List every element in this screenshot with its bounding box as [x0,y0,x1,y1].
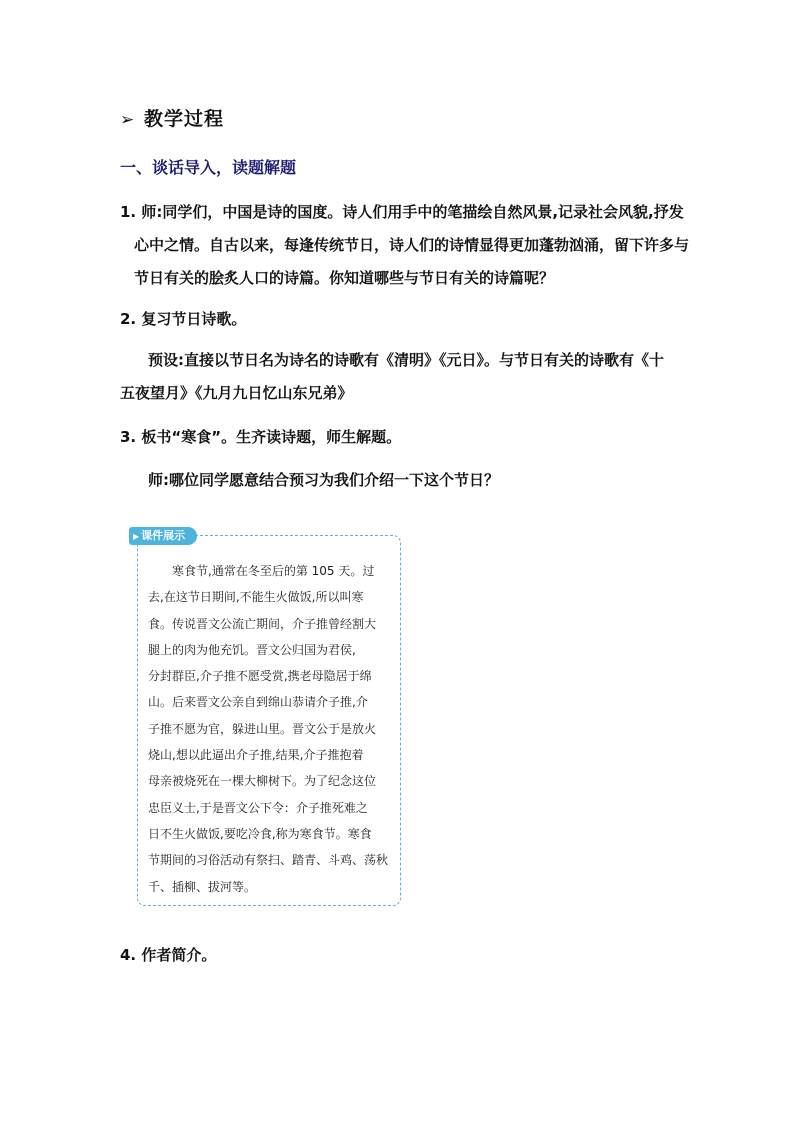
courseware-line: 腿上的肉为他充饥。晋文公归国为君侯, [148,642,356,657]
courseware-tag [129,527,197,545]
courseware-line: 分封群臣,介子推不愿受赏,携老母隐居于绵 [148,669,372,684]
courseware-line: 去,在这节日期间,不能生火做饭,所以叫寒 [148,590,364,605]
item-3-paragraph: 3. 板书“寒食”。生齐读诗题，师生解题。 [120,428,402,446]
courseware-line: 日不生火做饭,要吃冷食,称为寒食节。寒食 [148,826,372,841]
courseware-line: 食。传说晋文公流亡期间，介子推曾经割大 [148,616,377,631]
section-heading [120,104,224,131]
courseware-line: 寒食节,通常在冬至后的第 105 天。过 [172,564,375,578]
courseware-line: 子推不愿为官，躲进山里。晋文公于是放火 [148,721,377,736]
section-heading-text: 教学过程 [144,108,225,130]
courseware-line: 节期间的习俗活动有祭扫、踏青、斗鸡、荡秋 [148,853,389,868]
preset-line: 五夜望月》《九月九日忆山东兄弟》 [120,384,353,402]
item-1-line: 节日有关的脍炙人口的诗篇。你知道哪些与节日有关的诗篇呢？ [134,269,555,287]
item-1-line: 1. 师:同学们，中国是诗的国度。诗人们用手中的笔描绘自然风景,记录社会风貌,抒发 [120,203,684,221]
courseware-line: 忠臣义士,于是晋文公下令：介子推死难之 [148,800,368,815]
item-1-line: 心中之情。自古以来，每逢传统节日，诗人们的诗情显得更加蓬勃汹涌，留下许多与 [134,236,690,254]
courseware-line: 母亲被烧死在一棵大柳树下。为了纪念这位 [148,774,377,789]
preset-line: 预设:直接以节日名为诗名的诗歌有《清明》《元日》。与节日有关的诗歌有《十 [148,351,665,369]
play-triangle-icon: ▶ [133,532,140,541]
teacher-question: 师:哪位同学愿意结合预习为我们介绍一下这个节日？ [148,471,500,489]
courseware-line: 千、插柳、拔河等。 [148,879,257,894]
item-2-paragraph: 2. 复习节日诗歌。 [120,310,247,328]
arrow-bullet-icon: ➢ [120,110,136,130]
courseware-text [148,558,398,900]
item-1-paragraph [120,196,690,295]
courseware-tag-label: 课件展示 [141,529,186,542]
subheading: 一、谈话导入，读题解题 [120,158,297,177]
courseware-line: 山。后来晋文公亲自到绵山恭请介子推,介 [148,695,368,710]
courseware-line: 烧山,想以此逼出介子推,结果,介子推抱着 [148,748,364,763]
item-4-paragraph: 4. 作者简介。 [120,946,217,964]
preset-paragraph [120,344,680,410]
